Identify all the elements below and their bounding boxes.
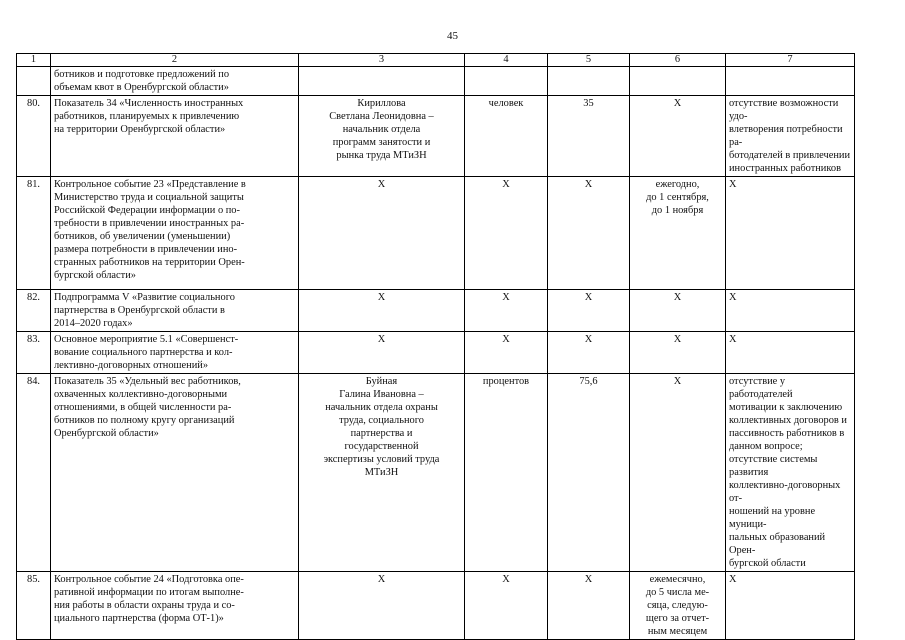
- row-unit-text: Х: [502, 334, 510, 345]
- row-name: [51, 332, 299, 374]
- row-term-text: Х: [673, 376, 682, 387]
- row-unit: [465, 374, 548, 572]
- row-value-text: 75,6: [579, 376, 598, 387]
- table-row: [17, 96, 855, 177]
- row-responsible: [299, 67, 465, 96]
- row-name: [51, 177, 299, 290]
- row-term: [630, 332, 726, 374]
- row-responsible: [299, 332, 465, 374]
- row-note-text: Х: [729, 334, 737, 345]
- row-unit-text: человек: [488, 98, 524, 109]
- row-value: [548, 332, 630, 374]
- row-responsible: [299, 96, 465, 177]
- row-term: [630, 572, 726, 640]
- row-name: [51, 290, 299, 332]
- row-note: [726, 572, 855, 640]
- table-row: [17, 572, 855, 640]
- row-responsible: [299, 374, 465, 572]
- row-term-text: ежегодно, до 1 сентября, до 1 ноября: [646, 179, 709, 216]
- row-name-text: Основное мероприятие 5.1 «Совершенст- вование социального партнерства и кол- лективно-договорных отношений»: [54, 334, 239, 371]
- page-number: 45: [447, 30, 458, 42]
- row-note-text: отсутствие у работодателей мотивации к заключению коллективных договоров и пассивность работников в данном вопросе; отсутствие системы развития коллективно-договорных от- ношений на уровне муници- пальных образований Орен- бургской области: [729, 376, 847, 569]
- row-unit: [465, 332, 548, 374]
- row-name-text: ботников и подготовке предложений по объемам квот в Оренбургской области»: [54, 69, 230, 93]
- row-name: [51, 96, 299, 177]
- row-note: [726, 374, 855, 572]
- row-number: [17, 177, 51, 290]
- row-number: [17, 332, 51, 374]
- row-name-text: Показатель 35 «Удельный вес работников, охваченных коллективно-договорными отношениями, в общей численности ра- ботников по полному кругу организаций Оренбургской области»: [54, 376, 241, 439]
- row-term-text: Х: [673, 334, 682, 345]
- row-number: [17, 96, 51, 177]
- row-responsible-text: Кириллова Светлана Леонидовна – начальник отдела программ занятости и рынка труда МТиЗН: [329, 98, 434, 161]
- row-unit-text: процентов: [482, 376, 530, 387]
- row-responsible-text: Буйная Галина Ивановна – начальник отдела охраны труда, социального партнерства и государственной экспертизы условий труда МТиЗН: [323, 376, 440, 478]
- row-value: [548, 374, 630, 572]
- row-number: [17, 374, 51, 572]
- row-note: [726, 67, 855, 96]
- row-name: [51, 67, 299, 96]
- table-row: [17, 374, 855, 572]
- row-name-text: Контрольное событие 24 «Подготовка опе- ративной информации по итогам выполне- ния работы в области охраны труда и со- циального партнерства (форма ОТ-1)»: [54, 574, 244, 624]
- column-header-row: [17, 54, 855, 67]
- row-responsible-text: Х: [377, 179, 386, 190]
- row-number-text: 80.: [27, 98, 40, 109]
- column-header: 5: [548, 54, 630, 67]
- row-note: [726, 332, 855, 374]
- row-unit-text: Х: [502, 574, 510, 585]
- column-header: 4: [465, 54, 548, 67]
- column-header: 6: [630, 54, 726, 67]
- row-note: [726, 96, 855, 177]
- column-header: 2: [51, 54, 299, 67]
- column-header: 3: [299, 54, 465, 67]
- indicators-table: [16, 53, 855, 640]
- row-unit: [465, 96, 548, 177]
- row-value: [548, 67, 630, 96]
- row-value: [548, 96, 630, 177]
- row-responsible-text: Х: [377, 334, 386, 345]
- row-responsible-text: Х: [377, 292, 386, 303]
- row-number-text: 81.: [27, 179, 40, 190]
- row-number-text: 83.: [27, 334, 40, 345]
- row-note-text: Х: [729, 574, 737, 585]
- row-term: [630, 67, 726, 96]
- row-name: [51, 572, 299, 640]
- row-name: [51, 374, 299, 572]
- row-term: [630, 177, 726, 290]
- column-header: 7: [726, 54, 855, 67]
- table-row: [17, 177, 855, 290]
- row-responsible: [299, 290, 465, 332]
- row-note: [726, 290, 855, 332]
- row-unit: [465, 290, 548, 332]
- row-number: [17, 290, 51, 332]
- row-unit: [465, 572, 548, 640]
- row-value-text: Х: [584, 574, 593, 585]
- table-row: [17, 332, 855, 374]
- row-note: [726, 177, 855, 290]
- row-term-text: ежемесячно, до 5 числа ме- сяца, следую- щего за отчет- ным месяцем: [645, 574, 710, 637]
- row-term-text: Х: [673, 292, 682, 303]
- table-row: [17, 290, 855, 332]
- row-name-text: Контрольное событие 23 «Представление в Министерство труда и социальной защиты Российской Федерации информации о по- требности в привлечении иностранных ра- ботников, об увеличении (уменьшении) размера потребности в привлечении ино- странных работников на территории Орен- бургской области»: [54, 179, 246, 281]
- row-value: [548, 572, 630, 640]
- table-row: [17, 67, 855, 96]
- row-value: [548, 290, 630, 332]
- row-name-text: Подпрограмма V «Развитие социального партнерства в Оренбургской области в 2014–2020 годах»: [54, 292, 235, 329]
- row-value-text: Х: [584, 292, 593, 303]
- row-number: [17, 67, 51, 96]
- row-number-text: 82.: [27, 292, 40, 303]
- row-term-text: Х: [673, 98, 682, 109]
- row-value-text: 35: [583, 98, 594, 109]
- row-value-text: Х: [584, 334, 593, 345]
- row-unit: [465, 177, 548, 290]
- row-unit: [465, 67, 548, 96]
- row-term: [630, 374, 726, 572]
- column-header: 1: [17, 54, 51, 67]
- row-unit-text: Х: [502, 292, 510, 303]
- row-number-text: 84.: [27, 376, 40, 387]
- row-responsible: [299, 177, 465, 290]
- row-responsible: [299, 572, 465, 640]
- row-note-text: отсутствие возможности удо- влетворения потребности ра- ботодателей в привлечении иностранных работников: [729, 98, 851, 174]
- row-number-text: 85.: [27, 574, 40, 585]
- row-number: [17, 572, 51, 640]
- row-value: [548, 177, 630, 290]
- row-note-text: Х: [729, 179, 737, 190]
- row-name-text: Показатель 34 «Численность иностранных работников, планируемых к привлечению на территории Оренбургской области»: [54, 98, 244, 135]
- row-responsible-text: Х: [377, 574, 386, 585]
- row-note-text: Х: [729, 292, 737, 303]
- row-term: [630, 96, 726, 177]
- row-unit-text: Х: [502, 179, 510, 190]
- row-value-text: Х: [584, 179, 593, 190]
- row-term: [630, 290, 726, 332]
